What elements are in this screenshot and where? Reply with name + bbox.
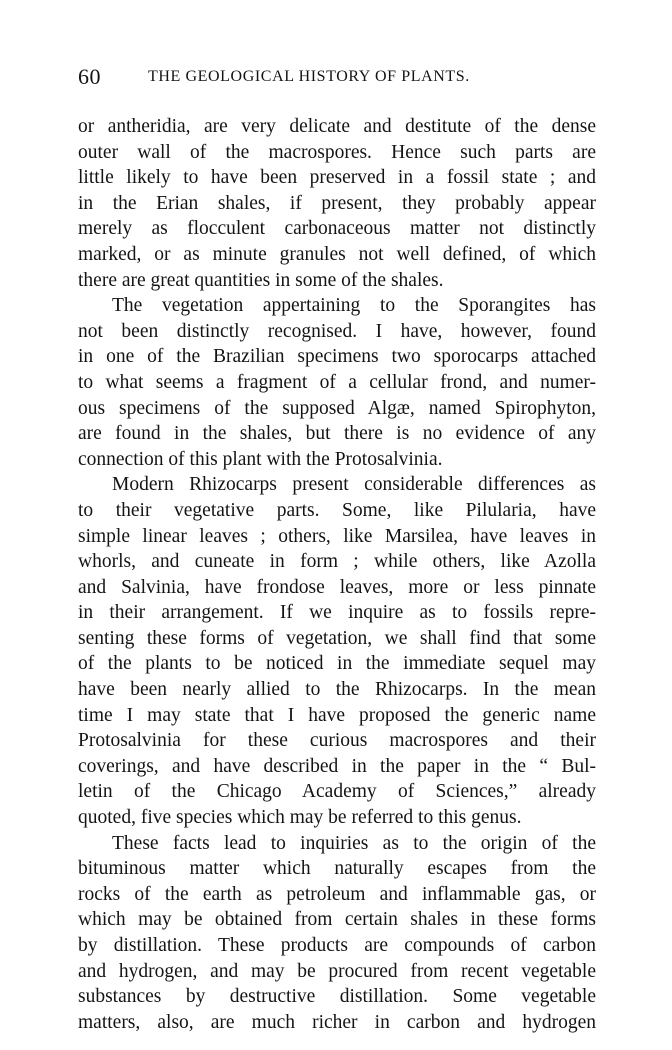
paragraph	[78, 831, 596, 1036]
text-line: little likely to have been preserved in a fossil state ; and	[78, 167, 596, 189]
text-line: in their arrangement. If we inquire as to fossils repre-	[78, 602, 596, 624]
text-line: rocks of the earth as petroleum and inflammable gas, or	[78, 883, 596, 905]
text-line: and Salvinia, have frondose leaves, more or less pinnate	[78, 576, 596, 598]
text-line: The vegetation appertaining to the Sporangites has	[112, 295, 596, 317]
text-line: Protosalvinia for these curious macrospores and their	[78, 730, 596, 752]
text-line: and hydrogen, and may be procured from recent vegetable	[78, 960, 596, 982]
text-line: to their vegetative parts. Some, like Pilularia, have	[78, 499, 596, 521]
paragraph	[78, 114, 596, 293]
text-line: marked, or as minute granules not well defined, of which	[78, 243, 596, 265]
text-line: ous specimens of the supposed Algæ, named Spirophyton,	[78, 397, 596, 419]
text-line: of the plants to be noticed in the immediate sequel may	[78, 653, 596, 675]
text-line: coverings, and have described in the paper in the “ Bul-	[78, 755, 596, 777]
text-line: These facts lead to inquiries as to the origin of the	[112, 832, 596, 854]
paragraph	[78, 293, 596, 472]
body-text	[78, 114, 596, 1035]
text-line: merely as flocculent carbonaceous matter not distinctly	[78, 218, 596, 240]
text-line: quoted, five species which may be referred to this genus.	[78, 807, 522, 829]
text-line: in the Erian shales, if present, they probably appear	[78, 192, 596, 214]
text-line: in one of the Brazilian specimens two sporocarps attached	[78, 346, 596, 368]
text-line: letin of the Chicago Academy of Sciences,” already	[78, 781, 596, 803]
paragraph	[78, 472, 596, 830]
text-line: or antheridia, are very delicate and destitute of the dense	[78, 116, 596, 137]
text-line: senting these forms of vegetation, we shall find that some	[78, 627, 596, 649]
text-line: simple linear leaves ; others, like Marsilea, have leaves in	[78, 525, 596, 547]
text-line: are found in the shales, but there is no evidence of any	[78, 423, 596, 445]
text-line: bituminous matter which naturally escapes from the	[78, 858, 596, 880]
text-line: connection of this plant with the Protosalvinia.	[78, 448, 443, 470]
text-line: by distillation. These products are compounds of carbon	[78, 935, 596, 956]
text-line: matters, also, are much richer in carbon and hydrogen	[78, 1011, 596, 1033]
text-line: to what seems a fragment of a cellular frond, and numer-	[78, 371, 596, 393]
text-line: time I may state that I have proposed the generic name	[78, 704, 596, 726]
page-number: 60	[78, 64, 101, 89]
text-line: there are great quantities in some of the shales.	[78, 269, 444, 291]
text-line: which may be obtained from certain shales in these forms	[78, 909, 596, 931]
running-title: THE GEOLOGICAL HISTORY OF PLANTS.	[148, 68, 470, 85]
text-line: Modern Rhizocarps present considerable differences as	[112, 474, 596, 496]
text-line: outer wall of the macrospores. Hence such parts are	[78, 141, 596, 163]
text-line: not been distinctly recognised. I have, however, found	[78, 320, 596, 342]
text-line: whorls, and cuneate in form ; while others, like Azolla	[78, 551, 596, 573]
running-head	[78, 64, 596, 92]
text-line: substances by destructive distillation. Some vegetable	[78, 986, 596, 1008]
text-line: have been nearly allied to the Rhizocarps. In the mean	[78, 679, 596, 701]
